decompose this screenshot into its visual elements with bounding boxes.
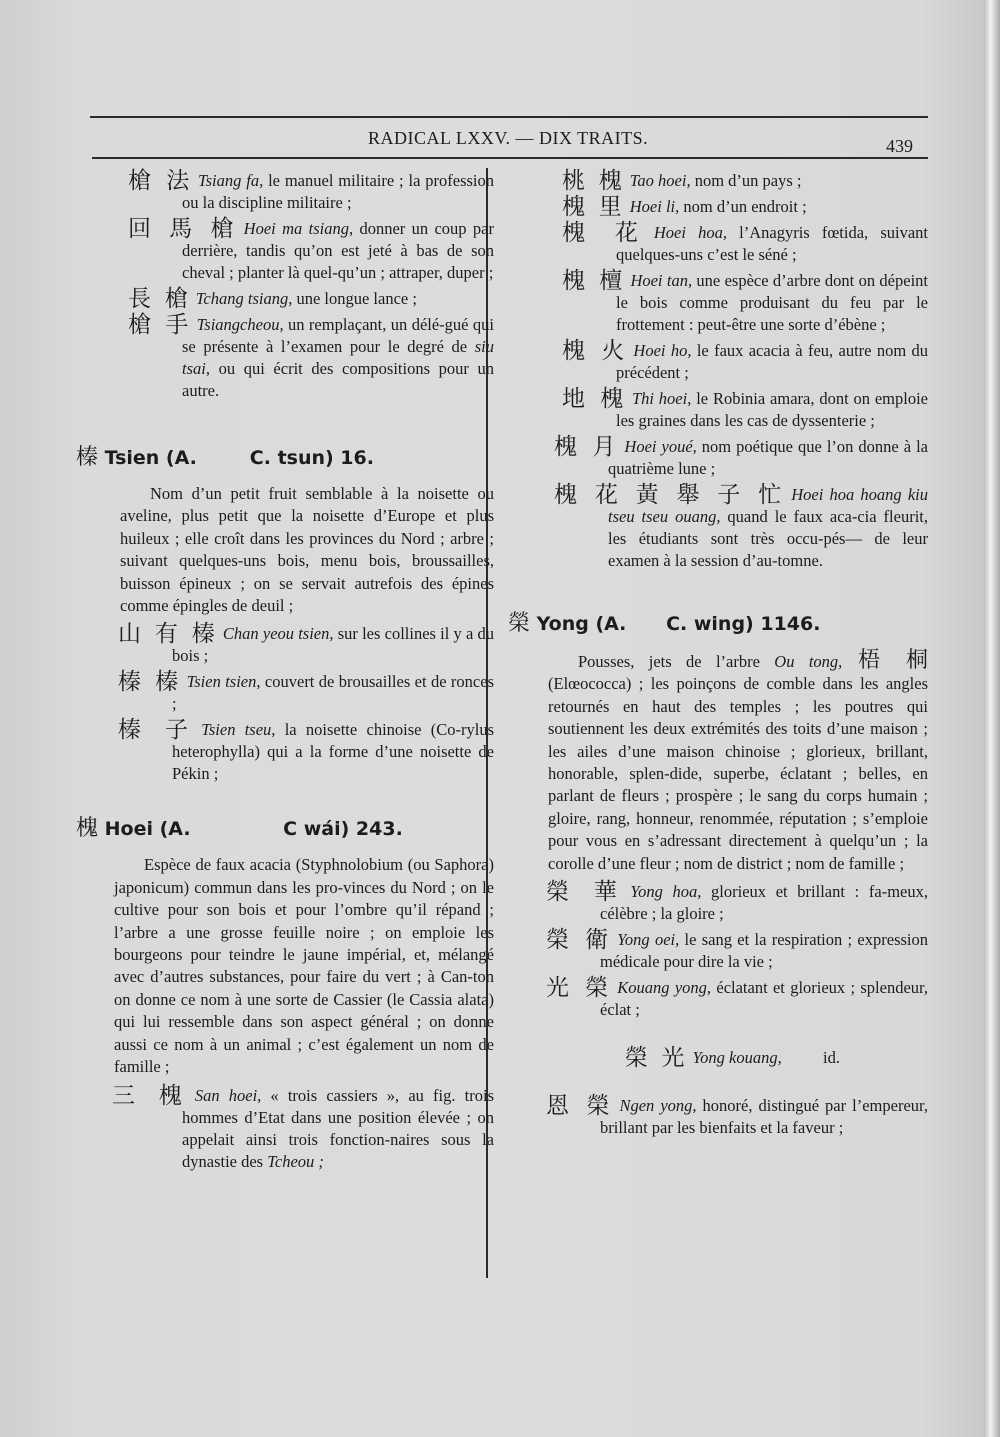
hanzi: 長 槍 xyxy=(128,286,192,311)
romanization: Ngen yong, xyxy=(619,1096,697,1116)
entry-tao-hoei xyxy=(508,170,928,192)
entry-hoei-ho xyxy=(508,340,928,384)
left-column xyxy=(76,170,494,1177)
hanzi: 光 榮 xyxy=(546,975,614,1001)
entry-chan-yeou-tsien xyxy=(76,623,494,667)
definition: ou qui écrit des compositions pour un autre. xyxy=(182,359,494,400)
definition: nom d’un pays ; xyxy=(690,171,802,190)
romanization: Yong kouang, xyxy=(692,1048,782,1068)
romanization: Hoei hoa hoang kiu tseu tseu ouang, xyxy=(608,485,929,526)
definition: honoré, distingué par l’empereur, brillant par les bienfaits et la faveur ; xyxy=(600,1096,928,1138)
entry-hoei-ma-tsiang xyxy=(76,218,494,284)
definition: donner un coup par derrière, tandis qu’on est jeté à bas de son cheval ; planter là quel-qu’un ; attraper, duper ; xyxy=(182,219,494,282)
hanzi: 榮 光 xyxy=(624,1045,689,1071)
hanzi: 回 馬 槍 xyxy=(128,216,240,241)
definition-yong xyxy=(548,649,928,875)
definition: sur les collines il y a du bois ; xyxy=(172,624,495,666)
headword-hanzi: 槐 xyxy=(76,816,99,842)
headword-hoei xyxy=(76,811,494,842)
headword-hanzi: 榮 xyxy=(508,611,531,636)
definition-text: Pousses, jets de l’arbre xyxy=(578,652,775,671)
romanization: Chan yeou tsien, xyxy=(222,624,334,644)
romanization: Tsiangcheou, xyxy=(196,315,284,334)
entry-hoei-hoa xyxy=(508,222,928,266)
definition: la noisette chinoise (Co-rylus heterophylla) qui a la forme d’une noisette de Pékin ; xyxy=(172,720,494,784)
romanization: Tcheou ; xyxy=(267,1151,324,1171)
romanization: Yong hoa, xyxy=(630,882,702,902)
hanzi: 山 有 榛 xyxy=(118,621,219,647)
definition: une espèce d’arbre dont on dépeint le bois comme produisant du feu par le frottement : peut-être une sorte d’ébène ; xyxy=(616,271,928,334)
definition: « trois cassiers », au fig. trois hommes d’Etat dans une position élevée ; on appelait ainsi trois fonction-naires sous la dynastie des xyxy=(182,1085,494,1171)
definition: nom poétique que l’on donne à la quatrième lune ; xyxy=(608,437,929,478)
romanization: siu tsai, xyxy=(182,337,494,378)
romanization: Thi hoei, xyxy=(631,389,692,408)
romanization: Tsien tsien, xyxy=(186,672,261,692)
definition: le faux acacia à feu, autre nom du précédent ; xyxy=(616,341,928,382)
definition-tsien: Nom d’un petit fruit semblable à la noisette ou aveline, plus petit que la noisette d’Europe et plus huileux ; elle croît dans les provinces du Nord ; arbre ; suivant quelques-uns bois, menu bois, broussailles, buisson épineux ; on se servait autrefois des épines comme épingles de deuil ; xyxy=(120,484,494,616)
hanzi: 槍 手 xyxy=(128,312,193,337)
entry-tchang-tsiang xyxy=(76,288,494,310)
definition-hoei: Espèce de faux acacia (Styphnolobium (ou Saphora) japonicum) commun dans les pro-vinces du Nord ; on le cultive pour son bois et pour l’ombre qu’il répand ; l’arbre a une grosse feuille noire ; on emploie les bourgeons pour teindre le jaune impérial, et, mélangé avec d’autres substances, pour faire du vert ; à Can-ton on donne ce nom à une sorte de Cassier (le Cassia alata) qui lui ressemble dans son aspect général ; on donne aussi ce nom à un animal ; c’est également un nom de famille ; xyxy=(114,855,494,1077)
definition: glorieux et brillant : fa-meux, célèbre ; la gloire ; xyxy=(600,882,928,924)
definition: nom d’un endroit ; xyxy=(679,197,807,216)
romanization: Hoei youé, xyxy=(624,437,697,456)
entry-kouang-yong xyxy=(508,977,928,1021)
headword-tsien xyxy=(76,440,494,471)
definition: quand le faux aca-cia fleurit, les étudiants sont très occu-pés— de leur examen à la session d’au-tomne. xyxy=(608,507,928,570)
definition: id. xyxy=(781,1048,840,1068)
entry-hoei-tan xyxy=(508,270,928,336)
hanzi: 榛 榛 xyxy=(118,669,183,695)
entry-hoei-youe xyxy=(508,436,928,480)
romanization: Tsien tseu, xyxy=(201,720,276,740)
headword-text: Tsien (A. C. tsun) 16. xyxy=(98,447,374,469)
definition: éclatant et glorieux ; splendeur, éclat ; xyxy=(600,978,928,1020)
hanzi: 梧 桐 xyxy=(842,647,929,672)
entry-yong-oei xyxy=(508,929,928,973)
definition: le Robinia amara, dont on emploie les graines dans les cas de dyssenterie ; xyxy=(616,389,929,430)
hanzi: 槐 花 黃 舉 子 忙 xyxy=(554,482,788,507)
entry-san-hoei xyxy=(76,1082,494,1173)
romanization: Tsiang fa, xyxy=(197,171,264,190)
entry-tsien-tseu xyxy=(76,719,494,785)
hanzi: 桃 槐 xyxy=(562,168,626,193)
definition: une longue lance ; xyxy=(292,289,417,308)
hanzi: 地 槐 xyxy=(562,386,628,411)
hanzi: 槐 花 xyxy=(562,220,650,245)
romanization: Ou tong, xyxy=(774,652,843,671)
definition: le sang et la respiration ; expression médicale pour dire la vie ; xyxy=(600,930,929,972)
entry-hoei-hoa-hoang xyxy=(508,484,928,572)
entry-yong-hoa xyxy=(508,881,928,925)
romanization: Hoei ho, xyxy=(633,341,692,360)
headword-text: Yong (A. C. wing) 1146. xyxy=(530,613,821,635)
romanization: Hoei tan, xyxy=(630,271,693,290)
header-rule-top xyxy=(90,116,928,118)
page-edge xyxy=(984,0,1000,1437)
definition: couvert de brousailles et de ronces ; xyxy=(172,672,494,714)
hanzi: 榛 子 xyxy=(118,717,198,743)
romanization: Hoei hoa, xyxy=(653,223,727,242)
hanzi: 槐 檀 xyxy=(562,268,627,293)
romanization: San hoei, xyxy=(194,1085,262,1105)
romanization: Hoei li, xyxy=(629,197,680,216)
headword-text: Hoei (A. C wái) 243. xyxy=(98,818,403,841)
entry-tsiang-fa xyxy=(76,170,494,214)
entry-thi-hoei xyxy=(508,388,928,432)
headword-hanzi: 榛 xyxy=(76,445,99,470)
romanization: Hoei ma tsiang, xyxy=(243,219,354,238)
hanzi: 槍 法 xyxy=(128,168,194,193)
hanzi: 恩 榮 xyxy=(546,1093,616,1119)
entry-ngen-yong xyxy=(508,1095,928,1139)
page-header-title: RADICAL LXXV. — DIX TRAITS. xyxy=(368,128,649,148)
headword-yong xyxy=(508,606,928,637)
entry-hoei-li xyxy=(508,196,928,218)
hanzi: 榮 衛 xyxy=(546,927,614,953)
hanzi: 三 槐 xyxy=(112,1082,191,1108)
definition: l’Anagyris fœtida, suivant quelques-uns c’est le séné ; xyxy=(616,223,929,264)
definition-text: (Elœococca) ; les poinçons de comble dans les angles retournés en haut des temples ; les poutres qui soutiennent les deux extrémités des toits d’une maison ; les ailes d’une maison chinoise ; glorieux, brillant, honorable, splen-dide, superbe, éclatant ; belles, en parlant de fleurs ; prospère ; le sang du corps humain ; gloire, rang, honneur, renommée, réputation ; s’emploie pour vous en s’adressant directement à quelqu’un ; la corolle d’une fleur ; nom de district ; nom de famille ; xyxy=(548,674,928,873)
definition: un remplaçant, un délé-gué qui se présente à l’examen pour le degré de xyxy=(182,315,494,356)
hanzi: 槐 月 xyxy=(554,434,621,459)
hanzi: 槐 火 xyxy=(562,338,630,363)
page-number: 439 xyxy=(886,136,913,156)
romanization: Kouang yong, xyxy=(617,978,712,998)
romanization: Tao hoei, xyxy=(629,171,691,190)
entry-tsien-tsien xyxy=(76,671,494,715)
hanzi: 榮 華 xyxy=(546,879,627,905)
romanization: Yong oei, xyxy=(617,930,680,950)
hanzi: 槐 里 xyxy=(562,194,626,219)
right-column xyxy=(508,170,928,1143)
definition: le manuel militaire ; la profession ou la discipline militaire ; xyxy=(182,171,494,212)
entry-yong-kouang xyxy=(508,1025,928,1091)
header-rule-bottom xyxy=(92,157,928,159)
entry-tsiangcheou xyxy=(76,314,494,402)
romanization: Tchang tsiang, xyxy=(195,289,293,308)
